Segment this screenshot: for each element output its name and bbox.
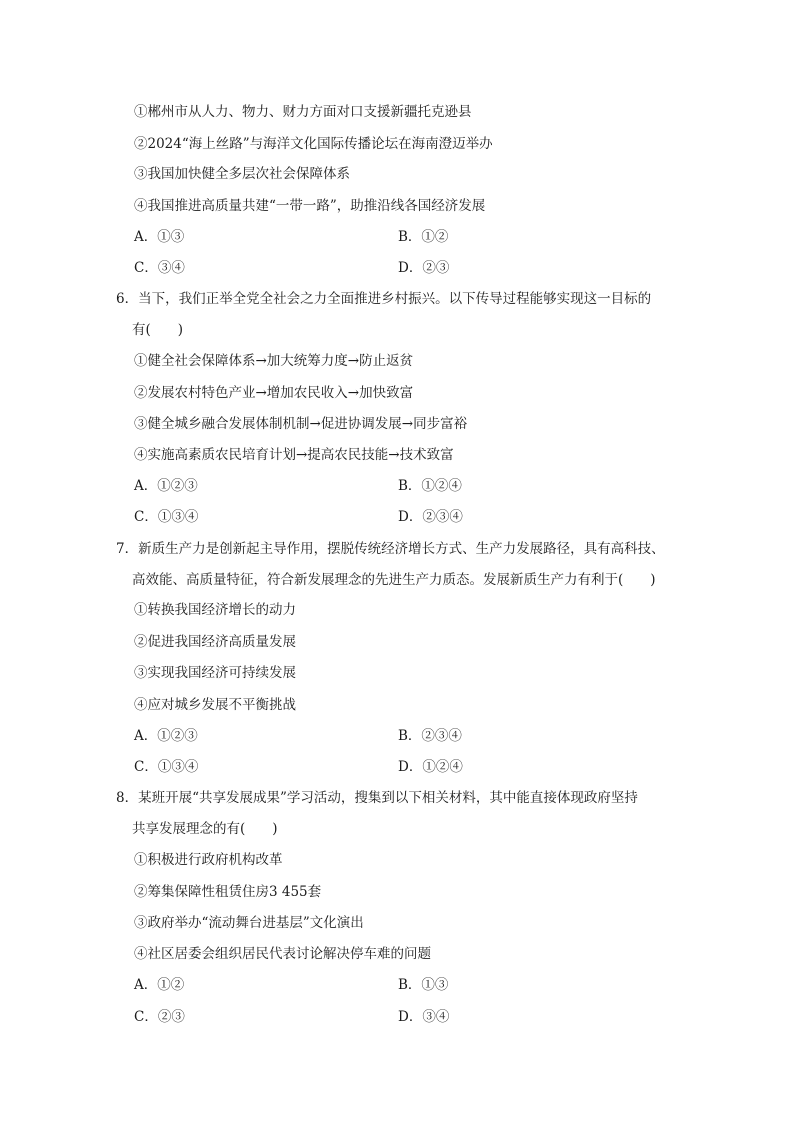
q5-option-d: D．②③ <box>398 260 450 276</box>
q7-option-d: D．①②④ <box>398 759 463 775</box>
q8-option-b: B．①③ <box>398 977 449 993</box>
q7-stem-line-1: 7．新质生产力是创新起主导作用，摆脱传统经济增长方式、生产力发展路径，具有高科技、 <box>116 541 665 557</box>
q7-statement-2: ②促进我国经济高质量发展 <box>134 634 296 650</box>
q6-statement-3: ③健全城乡融合发展体制机制→促进协调发展→同步富裕 <box>134 416 468 432</box>
q7-option-a: A．①②③ <box>134 728 198 744</box>
q6-option-d: D．②③④ <box>398 509 463 525</box>
q8-option-c: C．②③ <box>134 1009 185 1025</box>
q6-option-b: B．①②④ <box>398 478 462 494</box>
q5-statement-1: ①郴州市从人力、物力、财力方面对口支援新疆托克逊县 <box>134 104 472 120</box>
q8-statement-1: ①积极进行政府机构改革 <box>134 852 283 868</box>
q6-option-c: C．①③④ <box>134 509 199 525</box>
q8-stem-line-2: 共享发展理念的有( ) <box>132 821 278 837</box>
q5-statement-3: ③我国加快健全多层次社会保障体系 <box>134 166 350 182</box>
q6-stem-line-1: 6．当下，我们正举全党全社会之力全面推进乡村振兴。以下传导过程能够实现这一目标的 <box>116 291 652 307</box>
q8-statement-2: ②筹集保障性租赁住房3 455套 <box>134 884 322 900</box>
q8-option-d: D．③④ <box>398 1009 450 1025</box>
q5-option-c: C．③④ <box>134 260 185 276</box>
q7-statement-4: ④应对城乡发展不平衡挑战 <box>134 697 296 713</box>
q6-option-a: A．①②③ <box>134 478 198 494</box>
q7-stem-line-2: 高效能、高质量特征，符合新发展理念的先进生产力质态。发展新质生产力有利于( ) <box>132 572 656 588</box>
q6-stem-line-2: 有( ) <box>132 322 184 338</box>
q8-statement-4: ④社区居委会组织居民代表讨论解决停车难的问题 <box>134 946 431 962</box>
q8-option-a: A．①② <box>134 977 185 993</box>
q6-statement-2: ②发展农村特色产业→增加农民收入→加快致富 <box>134 385 414 401</box>
q5-statement-2: ②2024“海上丝路”与海洋文化国际传播论坛在海南澄迈举办 <box>134 136 493 152</box>
q7-option-b: B．②③④ <box>398 728 462 744</box>
q6-statement-4: ④实施高素质农民培育计划→提高农民技能→技术致富 <box>134 447 454 463</box>
q7-statement-3: ③实现我国经济可持续发展 <box>134 665 296 681</box>
q5-option-a: A．①③ <box>134 229 185 245</box>
q7-statement-1: ①转换我国经济增长的动力 <box>134 602 296 618</box>
q8-stem-line-1: 8．某班开展“共享发展成果”学习活动，搜集到以下相关材料，其中能直接体现政府坚持 <box>116 790 638 806</box>
q8-statement-3: ③政府举办“流动舞台进基层”文化演出 <box>134 915 364 931</box>
q6-statement-1: ①健全社会保障体系→加大统筹力度→防止返贫 <box>134 353 414 369</box>
q5-option-b: B．①② <box>398 229 449 245</box>
q7-option-c: C．①③④ <box>134 759 199 775</box>
q5-statement-4: ④我国推进高质量共建“一带一路”，助推沿线各国经济发展 <box>134 198 486 214</box>
